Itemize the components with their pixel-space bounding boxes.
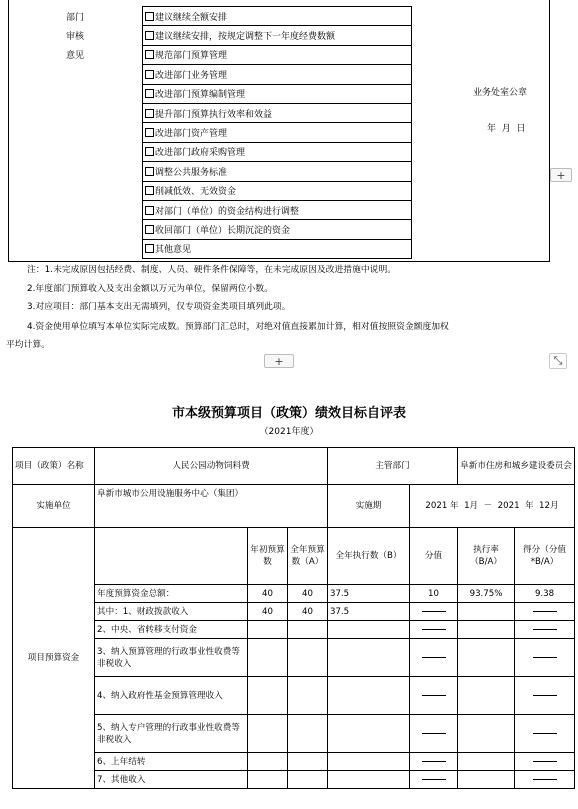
option-row[interactable] (143, 143, 411, 162)
cell-weight: 10 (410, 585, 458, 603)
row-label: 3、纳入预算管理的行政事业性收费等非税收入 (95, 639, 248, 677)
cell-initial (248, 715, 288, 753)
expand-icon[interactable]: ⤡ (549, 353, 567, 369)
checkbox[interactable] (145, 50, 154, 59)
option-label: 提升部门预算执行效率和效益 (155, 109, 273, 120)
checkbox[interactable] (145, 70, 154, 79)
cell-rate (458, 753, 515, 771)
cell-rate (458, 771, 515, 789)
note-3: 3.对应项目：部门基本支出无需填列，仅专项资金类项目填列此项。 (27, 302, 291, 312)
cell-initial (248, 771, 288, 789)
date-label: 年 月 日 (487, 124, 526, 134)
dept-name: 阜新市住房和城乡建设委员会 (458, 448, 575, 485)
option-row[interactable] (143, 162, 411, 181)
cell-score-dash (515, 603, 575, 621)
cell-rate (458, 715, 515, 753)
cell-score-dash (515, 715, 575, 753)
cell-weight-dash (410, 677, 458, 715)
checkbox[interactable] (145, 128, 154, 137)
cell-rate (458, 639, 515, 677)
option-row[interactable] (143, 240, 411, 259)
cell-annual (288, 639, 328, 677)
row-label: 2、中央、省转移支付资金 (95, 621, 248, 639)
option-row[interactable] (143, 85, 411, 104)
option-label: 改进部门政府采购管理 (155, 148, 246, 159)
header-annual-exec: 全年执行数（B） (328, 528, 410, 585)
cell-weight-dash (410, 603, 458, 621)
cell-rate (458, 677, 515, 715)
impl-period: 2021 年 1月 － 2021 年 12月 (410, 485, 575, 528)
cell-exec (328, 677, 410, 715)
option-row[interactable] (143, 182, 411, 201)
cell-rate (458, 621, 515, 639)
cell-score-dash (515, 621, 575, 639)
cell-exec (328, 715, 410, 753)
option-row[interactable] (143, 65, 411, 84)
header-score-weight: 分值 (410, 528, 458, 585)
cell-annual (288, 771, 328, 789)
cell-weight-dash (410, 771, 458, 789)
option-row[interactable] (143, 46, 411, 65)
cell-exec: 37.5 (328, 585, 410, 603)
option-row[interactable] (143, 220, 411, 239)
impl-unit-label: 实施单位 (13, 485, 95, 528)
cell-score-dash (515, 677, 575, 715)
row-label: 5、纳入专户管理的行政事业性收费等非税收入 (95, 715, 248, 753)
cell-weight-dash (410, 715, 458, 753)
fund-label: 项目预算资金 (13, 528, 95, 789)
impl-unit: 阜新市城市公用设施服务中心（集团） (95, 485, 328, 528)
header-score: 得分（分值*B/A） (515, 528, 575, 585)
header-blank (95, 528, 248, 585)
option-row[interactable] (143, 26, 411, 45)
checkbox[interactable] (145, 225, 154, 234)
checkbox[interactable] (145, 147, 154, 156)
cell-initial (248, 639, 288, 677)
cell-exec: 37.5 (328, 603, 410, 621)
option-label: 调整公共服务标准 (155, 167, 228, 178)
option-label: 改进部门资产管理 (155, 129, 228, 140)
option-row[interactable] (143, 7, 411, 26)
cell-exec (328, 753, 410, 771)
option-label: 建议继续安排，按规定调整下一年度经费数额 (155, 32, 336, 43)
cell-exec (328, 639, 410, 677)
add-row-icon[interactable]: + (550, 168, 572, 182)
row-label: 4、纳入政府性基金预算管理收入 (95, 677, 248, 715)
option-label: 改进部门业务管理 (155, 70, 228, 81)
cell-score-dash (515, 753, 575, 771)
project-name: 人民公园动物饲料费 (95, 448, 328, 485)
option-label: 对部门（单位）的资金结构进行调整 (155, 206, 300, 217)
option-row[interactable] (143, 201, 411, 220)
option-label: 收回部门（单位）长期沉淀的资金 (155, 225, 291, 236)
checkbox[interactable] (145, 31, 154, 40)
option-label: 建议继续全额安排 (155, 12, 228, 23)
checkbox[interactable] (145, 109, 154, 118)
checkbox[interactable] (145, 244, 154, 253)
dept-label-2: 审核 (65, 32, 84, 42)
header-annual-budget: 全年预算数（A） (288, 528, 328, 585)
header-initial-budget: 年初预算数 (248, 528, 288, 585)
cell-weight-dash (410, 753, 458, 771)
checkbox[interactable] (145, 12, 154, 21)
option-label: 改进部门预算编制管理 (155, 90, 246, 101)
cell-weight-dash (410, 621, 458, 639)
cell-rate (458, 603, 515, 621)
review-section (8, 0, 550, 262)
note-1: 注：1.未完成原因包括经费、制度、人员、硬件条件保障等，在未完成原因及改进措施中说明。 (27, 265, 397, 275)
cell-initial: 40 (248, 585, 288, 603)
cell-initial (248, 621, 288, 639)
dept-label: 主管部门 (328, 448, 458, 485)
note-5: 平均计算。 (6, 340, 50, 350)
note-4: 4.资金使用单位填写本单位实际完成数。预算部门汇总时，对绝对值直接累加计算，相对值按照资金额度加权 (27, 322, 449, 332)
checkbox[interactable] (145, 167, 154, 176)
row-label: 年度预算资金总额： (95, 585, 248, 603)
cell-exec (328, 621, 410, 639)
option-label: 其他意见 (155, 245, 192, 256)
page-subtitle: （2021年度） (259, 427, 319, 437)
performance-table (12, 447, 575, 789)
note-2: 2.年度部门预算收入及支出金额以万元为单位，保留两位小数。 (27, 284, 273, 294)
cell-weight-dash (410, 639, 458, 677)
header-exec-rate: 执行率（B/A） (458, 528, 515, 585)
page-title: 市本级预算项目（政策）绩效目标自评表 (171, 406, 406, 421)
cell-initial: 40 (248, 603, 288, 621)
cell-exec (328, 771, 410, 789)
dept-label-1: 部门 (65, 13, 84, 23)
option-row[interactable] (143, 104, 411, 123)
option-row[interactable] (143, 123, 411, 142)
cell-score: 9.38 (515, 585, 575, 603)
cell-annual: 40 (288, 585, 328, 603)
row-label: 7、其他收入 (95, 771, 248, 789)
checkbox[interactable] (145, 89, 154, 98)
cell-annual (288, 677, 328, 715)
add-section-icon[interactable]: + (264, 354, 294, 368)
cell-score-dash (515, 771, 575, 789)
cell-annual (288, 715, 328, 753)
row-label: 6、上年结转 (95, 753, 248, 771)
cell-initial (248, 753, 288, 771)
review-options (142, 6, 412, 259)
cell-annual (288, 621, 328, 639)
cell-annual: 40 (288, 603, 328, 621)
cell-annual (288, 753, 328, 771)
cell-rate: 93.75% (458, 585, 515, 603)
option-label: 规范部门预算管理 (155, 51, 228, 62)
seal-label: 业务处室公章 (473, 88, 528, 98)
impl-period-label: 实施期 (328, 485, 410, 528)
checkbox[interactable] (145, 206, 154, 215)
checkbox[interactable] (145, 186, 154, 195)
option-label: 削减低效、无效资金 (155, 187, 237, 198)
dept-label-3: 意见 (65, 51, 84, 61)
row-label: 其中：1、财政拨款收入 (95, 603, 248, 621)
project-name-label: 项目（政策）名称 (13, 448, 95, 485)
cell-initial (248, 677, 288, 715)
cell-score-dash (515, 639, 575, 677)
